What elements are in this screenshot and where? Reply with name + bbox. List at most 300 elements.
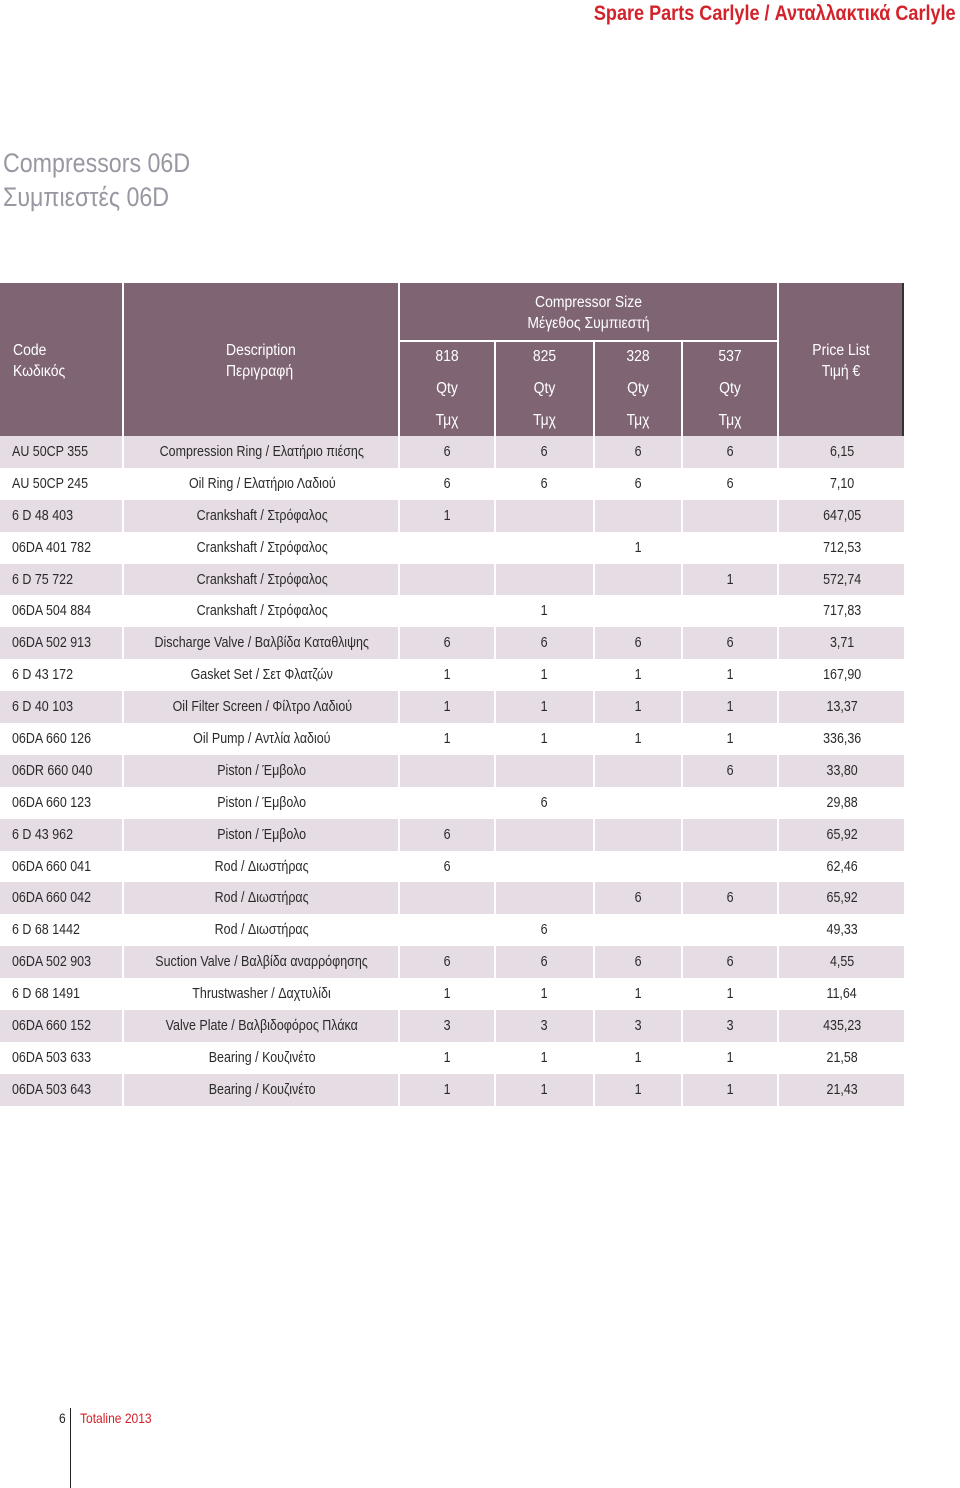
cell-price <box>780 691 904 723</box>
cell-code-text: 06DA 660 041 <box>12 858 92 875</box>
cell-qty-537-text: 1 <box>726 571 734 588</box>
cell-qty-328-text: 1 <box>634 699 642 716</box>
cell-code-text: 06DA 504 884 <box>12 603 92 620</box>
cell-qty-537-text: 6 <box>726 762 734 779</box>
table-row <box>0 436 904 468</box>
cell-description-text: Piston / Έμβολο <box>217 826 307 843</box>
cell-qty-537 <box>683 659 777 691</box>
cell-qty-825-text: 1 <box>541 699 548 716</box>
cell-qty-818-text: 6 <box>443 954 451 971</box>
cell-qty-537-text: 1 <box>726 667 734 684</box>
cell-price <box>780 1042 904 1074</box>
cell-code <box>12 500 83 532</box>
cell-price <box>780 436 904 468</box>
cell-description-text: Piston / Έμβολο <box>217 762 307 779</box>
cell-description <box>124 819 400 851</box>
cell-qty-537 <box>683 627 777 659</box>
cell-price <box>780 500 904 532</box>
cell-qty-825 <box>496 978 593 1010</box>
table-row <box>0 787 904 819</box>
cell-qty-825-text: 6 <box>541 443 548 460</box>
cell-qty-537 <box>683 787 777 819</box>
size-value: 818 <box>435 348 459 365</box>
cell-code-text: 6 D 48 403 <box>12 507 74 524</box>
cell-code <box>12 1074 104 1106</box>
table-row <box>0 723 904 755</box>
cell-qty-328 <box>595 755 681 787</box>
cell-qty-537-text: 1 <box>726 730 734 747</box>
cell-price <box>780 1010 904 1042</box>
cell-price-text: 62,46 <box>826 858 858 875</box>
cell-description <box>124 500 400 532</box>
cell-qty-537-text: 3 <box>726 1017 734 1034</box>
cell-qty-818-text: 6 <box>443 475 451 492</box>
cell-qty-328-text: 3 <box>634 1017 642 1034</box>
cell-code-text: 06DA 502 913 <box>12 635 92 652</box>
cell-qty-818 <box>400 882 494 914</box>
cell-code <box>12 882 104 914</box>
cell-price <box>780 946 904 978</box>
cell-qty-825 <box>496 691 593 723</box>
cell-qty-328 <box>595 1074 681 1106</box>
cell-code-text: 06DA 503 633 <box>12 1049 92 1066</box>
qty-label: Qty <box>436 380 458 397</box>
cell-qty-328 <box>595 659 681 691</box>
tmx-label: Τμχ <box>626 412 650 429</box>
cell-description-text: Crankshaft / Στρόφαλος <box>196 571 328 588</box>
cell-code-text: 6 D 40 103 <box>12 699 74 716</box>
cell-description <box>124 564 400 596</box>
cell-qty-825 <box>496 755 593 787</box>
table-row <box>0 500 904 532</box>
cell-divider <box>777 1074 779 1106</box>
cell-price-text: 717,83 <box>822 603 862 620</box>
cell-qty-818 <box>400 1010 494 1042</box>
cell-divider <box>777 659 779 691</box>
cell-code <box>12 755 106 787</box>
cell-qty-537 <box>683 914 777 946</box>
tmx-label: Τμχ <box>718 412 742 429</box>
cell-qty-818 <box>400 914 494 946</box>
table-row <box>0 691 904 723</box>
cell-divider <box>777 851 779 883</box>
cell-qty-825 <box>496 659 593 691</box>
cell-description-text: Rod / Διωστήρας <box>215 922 309 939</box>
cell-description-text: Thrustwasher / Δαχτυλίδι <box>192 986 332 1003</box>
cell-qty-818 <box>400 627 494 659</box>
cell-price <box>780 532 904 564</box>
header-size-col <box>501 346 588 431</box>
qty-label: Qty <box>627 380 649 397</box>
cell-qty-818 <box>400 468 494 500</box>
cell-qty-537 <box>683 882 777 914</box>
cell-qty-537 <box>683 1042 777 1074</box>
cell-divider <box>777 882 779 914</box>
cell-qty-537-text: 6 <box>726 890 734 907</box>
cell-price-text: 21,43 <box>826 1081 858 1098</box>
cell-qty-328-text: 6 <box>634 635 642 652</box>
cell-qty-537 <box>683 946 777 978</box>
cell-qty-818 <box>400 819 494 851</box>
cell-price-text: 167,90 <box>822 667 862 684</box>
cell-qty-328-text: 1 <box>634 1081 642 1098</box>
header-size-gr: Μέγεθος Συμπιεστή <box>527 315 650 332</box>
cell-price-text: 49,33 <box>826 922 858 939</box>
cell-price <box>780 914 904 946</box>
cell-divider <box>777 564 779 596</box>
cell-qty-537-text: 1 <box>726 1049 734 1066</box>
cell-qty-825 <box>496 882 593 914</box>
cell-qty-328 <box>595 723 681 755</box>
cell-price-text: 13,37 <box>826 699 858 716</box>
cell-price-text: 712,53 <box>822 539 862 556</box>
cell-qty-818 <box>400 946 494 978</box>
cell-code <box>12 978 91 1010</box>
cell-divider <box>777 436 779 468</box>
table-row <box>0 595 904 627</box>
header-size-col <box>405 346 490 431</box>
cell-qty-825-text: 3 <box>541 1017 548 1034</box>
table-row <box>0 659 904 691</box>
header-divider <box>494 342 496 436</box>
cell-qty-825 <box>496 819 593 851</box>
cell-price <box>780 978 904 1010</box>
cell-qty-818 <box>400 1042 494 1074</box>
cell-qty-818 <box>400 500 494 532</box>
cell-code <box>12 1042 104 1074</box>
header-price <box>786 340 896 382</box>
cell-qty-328-text: 1 <box>634 539 642 556</box>
cell-qty-818-text: 3 <box>443 1017 451 1034</box>
cell-qty-537 <box>683 723 777 755</box>
cell-code-text: 6 D 43 172 <box>12 667 74 684</box>
cell-qty-537 <box>683 436 777 468</box>
cell-divider <box>777 691 779 723</box>
cell-divider <box>777 819 779 851</box>
cell-price-text: 65,92 <box>826 826 858 843</box>
cell-code <box>12 468 100 500</box>
cell-qty-825-text: 1 <box>541 1049 548 1066</box>
cell-qty-328-text: 6 <box>634 443 642 460</box>
cell-price-text: 3,71 <box>829 635 855 652</box>
table-body <box>0 436 904 1106</box>
cell-qty-328 <box>595 914 681 946</box>
cell-description <box>124 882 400 914</box>
cell-price <box>780 564 904 596</box>
cell-qty-825-text: 1 <box>541 667 548 684</box>
cell-qty-825 <box>496 436 593 468</box>
cell-code-text: 06DA 660 123 <box>12 794 92 811</box>
cell-qty-818-text: 1 <box>443 1049 451 1066</box>
header-divider <box>593 342 595 436</box>
cell-qty-825-text: 6 <box>541 922 548 939</box>
cell-qty-825-text: 1 <box>541 730 548 747</box>
cell-code <box>12 627 104 659</box>
table-row <box>0 1010 904 1042</box>
cell-qty-537-text: 6 <box>726 475 734 492</box>
cell-price-text: 33,80 <box>826 762 858 779</box>
cell-code-text: 06DA 660 126 <box>12 730 92 747</box>
cell-description <box>124 1074 400 1106</box>
cell-qty-328 <box>595 851 681 883</box>
cell-description <box>124 755 400 787</box>
header-size-en: Compressor Size <box>535 294 642 311</box>
cell-price-text: 21,58 <box>826 1049 858 1066</box>
cell-qty-825-text: 6 <box>541 794 548 811</box>
cell-qty-818-text: 1 <box>443 667 451 684</box>
cell-price <box>780 659 904 691</box>
cell-price-text: 65,92 <box>826 890 858 907</box>
cell-qty-818 <box>400 851 494 883</box>
cell-qty-537 <box>683 1010 777 1042</box>
footer-brand: Totaline 2013 <box>80 1410 152 1426</box>
cell-code-text: 06DA 401 782 <box>12 539 92 556</box>
cell-description-text: Oil Pump / Αντλία λαδιού <box>193 730 331 747</box>
cell-qty-825 <box>496 564 593 596</box>
cell-qty-537 <box>683 564 777 596</box>
cell-divider <box>777 914 779 946</box>
cell-code-text: 6 D 68 1491 <box>12 986 80 1003</box>
cell-divider <box>777 532 779 564</box>
cell-qty-328 <box>595 691 681 723</box>
cell-price <box>780 851 904 883</box>
cell-code-text: 6 D 68 1442 <box>12 922 80 939</box>
cell-qty-818-text: 1 <box>443 699 451 716</box>
cell-qty-818 <box>400 978 494 1010</box>
cell-description <box>124 787 400 819</box>
cell-price-text: 29,88 <box>826 794 858 811</box>
table-row <box>0 914 904 946</box>
cell-qty-328-text: 6 <box>634 475 642 492</box>
header-desc-gr: Περιγραφή <box>226 363 294 380</box>
cell-code <box>12 659 83 691</box>
cell-qty-825 <box>496 595 593 627</box>
cell-price <box>780 755 904 787</box>
cell-price <box>780 595 904 627</box>
cell-qty-328-text: 1 <box>634 730 642 747</box>
cell-description <box>124 659 400 691</box>
header-size-col <box>599 346 676 431</box>
cell-code <box>12 564 83 596</box>
cell-price-text: 572,74 <box>822 571 862 588</box>
document-header-title: Spare Parts Carlyle / Ανταλλακτικά Carlyle <box>594 2 956 25</box>
header-description <box>226 340 296 382</box>
size-value: 537 <box>718 348 742 365</box>
cell-qty-328 <box>595 819 681 851</box>
header-code-gr: Κωδικός <box>13 363 66 380</box>
table-row <box>0 755 904 787</box>
cell-description <box>124 468 400 500</box>
cell-description-text: Oil Ring / Ελατήριο Λαδιού <box>188 475 336 492</box>
cell-code-text: AU 50CP 245 <box>12 475 89 492</box>
cell-description <box>124 978 400 1010</box>
cell-qty-825-text: 6 <box>541 475 548 492</box>
table-row <box>0 882 904 914</box>
cell-qty-537 <box>683 691 777 723</box>
cell-qty-825-text: 6 <box>541 954 548 971</box>
cell-qty-818 <box>400 564 494 596</box>
cell-qty-537 <box>683 755 777 787</box>
table-row <box>0 851 904 883</box>
cell-qty-537 <box>683 595 777 627</box>
cell-qty-818 <box>400 659 494 691</box>
footer-divider <box>70 1408 71 1488</box>
cell-code <box>12 595 104 627</box>
size-value: 328 <box>626 348 650 365</box>
cell-qty-537 <box>683 532 777 564</box>
cell-qty-537 <box>683 851 777 883</box>
cell-qty-825 <box>496 1010 593 1042</box>
cell-price-text: 647,05 <box>822 507 862 524</box>
table-row <box>0 532 904 564</box>
cell-qty-537-text: 1 <box>726 1081 734 1098</box>
cell-qty-825-text: 1 <box>541 1081 548 1098</box>
cell-qty-818-text: 6 <box>443 858 451 875</box>
table-row <box>0 468 904 500</box>
cell-qty-537 <box>683 819 777 851</box>
cell-divider <box>777 627 779 659</box>
cell-qty-328 <box>595 468 681 500</box>
cell-qty-328 <box>595 978 681 1010</box>
cell-description-text: Crankshaft / Στρόφαλος <box>196 539 328 556</box>
cell-price-text: 4,55 <box>829 954 855 971</box>
cell-divider <box>777 787 779 819</box>
cell-description <box>124 851 400 883</box>
cell-code <box>12 1010 104 1042</box>
cell-qty-818 <box>400 595 494 627</box>
cell-divider <box>777 1010 779 1042</box>
cell-price-text: 6,15 <box>829 443 855 460</box>
table-row <box>0 946 904 978</box>
header-code-en: Code <box>13 342 47 359</box>
cell-code-text: 06DA 503 643 <box>12 1081 92 1098</box>
cell-qty-825 <box>496 787 593 819</box>
cell-qty-818-text: 6 <box>443 826 451 843</box>
cell-price <box>780 882 904 914</box>
cell-price <box>780 468 904 500</box>
cell-code <box>12 691 83 723</box>
cell-qty-328 <box>595 1042 681 1074</box>
cell-divider <box>777 468 779 500</box>
cell-code-text: 06DA 660 152 <box>12 1017 92 1034</box>
cell-code <box>12 532 104 564</box>
size-value: 825 <box>532 348 557 365</box>
cell-qty-328 <box>595 436 681 468</box>
cell-description-text: Compression Ring / Ελατήριο πιέσης <box>159 443 365 460</box>
spare-parts-table <box>0 283 904 1106</box>
cell-qty-825 <box>496 946 593 978</box>
header-price-gr: Τιμή € <box>821 363 861 380</box>
cell-qty-818 <box>400 691 494 723</box>
cell-code <box>12 851 104 883</box>
cell-qty-537 <box>683 1074 777 1106</box>
header-divider <box>398 283 400 436</box>
cell-qty-825 <box>496 468 593 500</box>
cell-qty-328 <box>595 595 681 627</box>
cell-description-text: Oil Filter Screen / Φίλτρο Λαδιού <box>172 699 352 716</box>
table-row <box>0 1074 904 1106</box>
cell-qty-825 <box>496 1042 593 1074</box>
cell-description <box>124 691 400 723</box>
page-title-gr: Συμπιεστές 06D <box>3 182 170 212</box>
cell-qty-818-text: 1 <box>443 986 451 1003</box>
header-desc-en: Description <box>226 342 296 359</box>
table-row <box>0 1042 904 1074</box>
cell-price-text: 7,10 <box>829 475 855 492</box>
cell-price-text: 336,36 <box>822 730 862 747</box>
cell-qty-818-text: 6 <box>443 443 451 460</box>
cell-qty-328-text: 6 <box>634 890 642 907</box>
cell-qty-328 <box>595 1010 681 1042</box>
page-number: 6 <box>59 1410 66 1426</box>
cell-description <box>124 532 400 564</box>
cell-qty-328 <box>595 946 681 978</box>
table-row <box>0 819 904 851</box>
cell-qty-328 <box>595 882 681 914</box>
cell-qty-818 <box>400 1074 494 1106</box>
cell-description <box>124 627 400 659</box>
header-divider <box>681 342 683 436</box>
cell-description-text: Bearing / Κουζινέτο <box>208 1049 316 1066</box>
cell-code-text: 06DA 502 903 <box>12 954 92 971</box>
page-title-en: Compressors 06D <box>3 148 191 178</box>
cell-qty-818-text: 1 <box>443 1081 451 1098</box>
cell-qty-825 <box>496 500 593 532</box>
cell-description-text: Valve Plate / Βαλβιδοφόρος Πλάκα <box>165 1017 359 1034</box>
cell-description <box>124 1042 400 1074</box>
cell-qty-818 <box>400 436 494 468</box>
cell-description-text: Discharge Valve / Βαλβίδα Καταθλιψης <box>154 635 370 652</box>
cell-qty-537 <box>683 468 777 500</box>
cell-price <box>780 723 904 755</box>
cell-qty-825-text: 1 <box>541 986 548 1003</box>
cell-qty-328 <box>595 500 681 532</box>
qty-label: Qty <box>719 380 741 397</box>
cell-description <box>124 1010 400 1042</box>
header-divider <box>777 283 779 436</box>
header-price-en: Price List <box>812 342 870 359</box>
cell-description <box>124 595 400 627</box>
cell-code-text: 6 D 43 962 <box>12 826 74 843</box>
cell-qty-537 <box>683 978 777 1010</box>
cell-qty-825 <box>496 914 593 946</box>
cell-description <box>124 436 400 468</box>
cell-description-text: Rod / Διωστήρας <box>215 890 309 907</box>
tmx-label: Τμχ <box>533 412 556 429</box>
cell-qty-328 <box>595 532 681 564</box>
cell-description-text: Suction Valve / Βαλβίδα αναρρόφησης <box>155 954 369 971</box>
header-size-underline <box>400 340 777 342</box>
cell-price <box>780 787 904 819</box>
page-footer <box>0 1408 300 1488</box>
cell-code-text: 06DR 660 040 <box>12 762 93 779</box>
table-header <box>0 283 904 436</box>
cell-qty-818-text: 1 <box>443 507 451 524</box>
cell-code-text: 06DA 660 042 <box>12 890 92 907</box>
cell-divider <box>777 500 779 532</box>
table-row <box>0 564 904 596</box>
header-right-edge <box>902 283 904 436</box>
table-row <box>0 978 904 1010</box>
cell-divider <box>777 946 779 978</box>
cell-qty-825 <box>496 1074 593 1106</box>
qty-label: Qty <box>533 380 556 397</box>
cell-description <box>124 914 400 946</box>
cell-description-text: Gasket Set / Σετ Φλατζών <box>190 667 334 684</box>
cell-code <box>12 819 83 851</box>
cell-divider <box>777 595 779 627</box>
cell-qty-328-text: 6 <box>634 954 642 971</box>
